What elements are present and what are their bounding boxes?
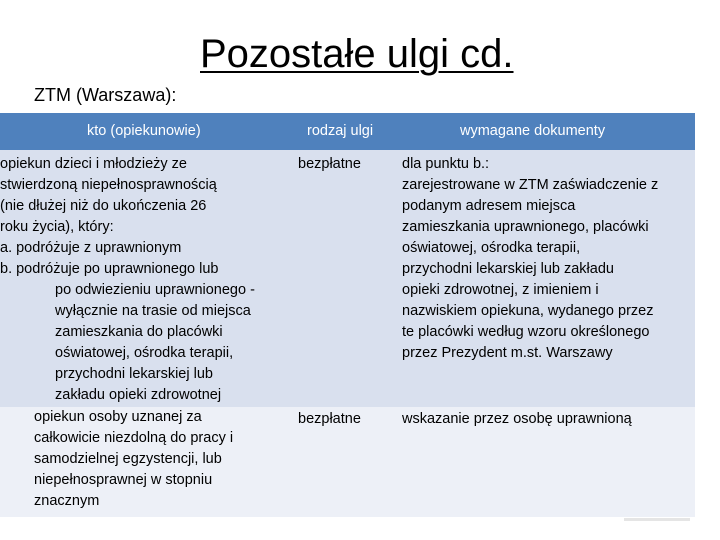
cell-line: wyłącznie na trasie od miejsca (55, 303, 251, 319)
cell-line: zakładu opieki zdrowotnej (55, 387, 222, 403)
cell-line: oświatowej, ośrodka terapii, (402, 240, 581, 256)
cell-line: przychodni lekarskiej lub (55, 366, 213, 382)
table-header (0, 113, 695, 150)
cell-line: znacznym (34, 493, 100, 509)
cell-line: przychodni lekarskiej lub zakładu (402, 261, 614, 277)
cell-line: a. podróżuje z uprawnionym (0, 240, 182, 256)
cell-line: całkowicie niezdolną do pracy i (34, 430, 234, 446)
cell-documents (390, 150, 695, 407)
cell-line: zamieszkania uprawnionego, placówki (402, 219, 649, 235)
footer-mark (624, 518, 690, 521)
header-discount-type: rodzaj ulgi (307, 123, 374, 139)
header-required-documents: wymagane dokumenty (460, 123, 606, 139)
cell-line: opieki zdrowotnej, z imieniem i (402, 282, 599, 298)
cell-who (0, 150, 288, 407)
cell-line: stwierdzoną niepełnosprawnością (0, 177, 217, 193)
cell-discount-type: bezpłatne (298, 156, 361, 172)
table-row (0, 407, 695, 517)
cell-line: te placówki według wzoru określonego (402, 324, 650, 340)
header-who: kto (opiekunowie) (87, 123, 201, 139)
cell-line: samodzielnej egzystencji, lub (34, 451, 222, 467)
cell-line: przez Prezydent m.st. Warszawy (402, 345, 613, 361)
cell-documents (390, 407, 695, 517)
slide-subtitle: ZTM (Warszawa): (34, 85, 177, 105)
cell-line: wskazanie przez osobę uprawnioną (402, 411, 632, 427)
cell-line: dla punktu b.: (402, 156, 490, 172)
cell-line: niepełnosprawnej w stopniu (34, 472, 213, 488)
cell-line: roku życia), który: (0, 219, 114, 235)
cell-line: zamieszkania do placówki (55, 324, 223, 340)
cell-discount-type: bezpłatne (298, 411, 361, 427)
cell-line: b. podróżuje po uprawnionego lub (0, 261, 219, 277)
table-row (0, 150, 695, 407)
discounts-table (0, 113, 695, 517)
slide-title: Pozostałe ulgi cd. (200, 32, 514, 76)
cell-line: po odwiezieniu uprawnionego - (55, 282, 255, 298)
cell-line: oświatowej, ośrodka terapii, (55, 345, 234, 361)
cell-line: zarejestrowane w ZTM zaświadczenie z (402, 177, 659, 193)
cell-line: nazwiskiem opiekuna, wydanego przez (402, 303, 654, 319)
cell-line: podanym adresem miejsca (402, 198, 576, 214)
cell-line: (nie dłużej niż do ukończenia 26 (0, 198, 207, 214)
cell-line: opiekun osoby uznanej za (34, 409, 202, 425)
cell-who (0, 407, 288, 517)
cell-line: opiekun dzieci i młodzieży ze (0, 156, 187, 172)
